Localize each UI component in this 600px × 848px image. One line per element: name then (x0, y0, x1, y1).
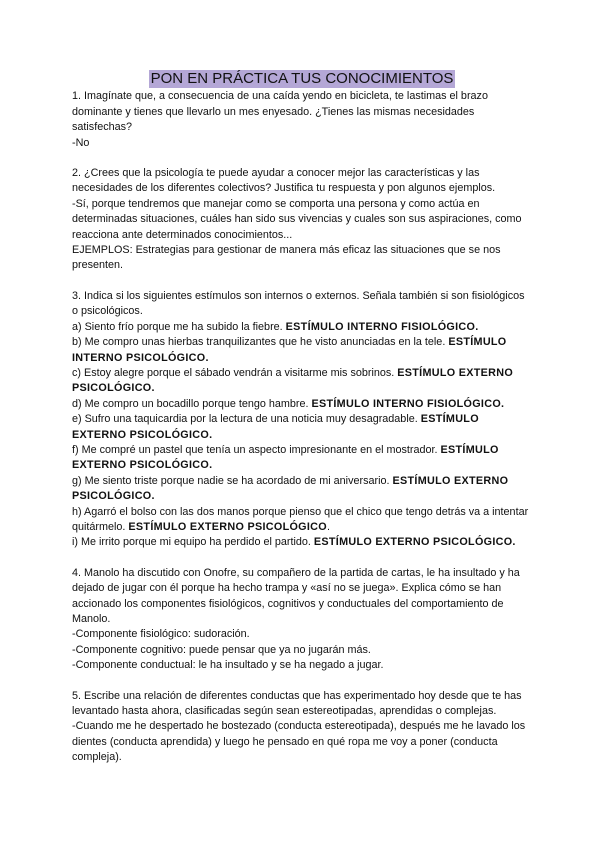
stimulus-text: a) Siento frío porque me ha subido la fiebre. (72, 320, 283, 333)
stimulus-text: e) Sufro una taquicardia por la lectura de una noticia muy desagradable. (72, 413, 418, 426)
stimulus-suffix: . (326, 520, 330, 533)
component-physiological: -Componente fisiológico: sudoración. (72, 628, 250, 641)
question-3-section (72, 289, 532, 551)
question-5-answer: -Cuando me he despertado he bostezado (conducta estereotipada), después me he lavado los dientes (conducta aprendida) y luego he pensado en qué ropa me voy a poner (conducta compleja). (72, 720, 526, 764)
title-wrap (72, 70, 532, 88)
stimulus-answer: ESTÍMULO EXTERNO PSICOLÓGICO. (72, 366, 514, 395)
stimulus-answer: ESTÍMULO EXTERNO PSICOLÓGICO. (313, 536, 516, 549)
component-behavioral: -Componente conductual: le ha insultado y se ha negado a jugar. (72, 659, 384, 672)
stimulus-text: c) Estoy alegre porque el sábado vendrán a visitarme mis sobrinos. (72, 366, 395, 379)
question-2-examples: EJEMPLOS: Estrategias para gestionar de manera más eficaz las situaciones que se nos presenten. (72, 244, 501, 272)
question-5-text: 5. Escribe una relación de diferentes conductas que has experimentado hoy desde que te has levantado hasta ahora, clasificadas según sean estereotipadas, aprendidas o complejas. (72, 689, 522, 718)
stimulus-text: h) Agarró el bolso con las dos manos porque pienso que el chico que tengo detrás va a intentar quitármelo. (72, 505, 529, 533)
spacer (72, 551, 532, 566)
stimulus-text: i) Me irrito porque mi equipo ha perdido el partido. (72, 536, 311, 549)
stimulus-item-e (72, 412, 532, 443)
question-2-answer: -Sí, porque tendremos que manejar como se comporta una persona y como actúa en determinadas situaciones, cuáles han sido sus vivencias y cuales son sus aspiraciones, como reacciona ante determinados conocimientos... (72, 197, 522, 241)
stimulus-item-a (72, 320, 532, 335)
stimulus-item-d (72, 397, 532, 412)
stimulus-answer: ESTÍMULO EXTERNO PSICOLÓGICO (128, 520, 327, 533)
stimulus-text: d) Me compro un bocadillo porque tengo hambre. (72, 397, 309, 410)
stimulus-item-b (72, 335, 532, 366)
stimulus-item-h (72, 505, 532, 536)
question-4-text: 4. Manolo ha discutido con Onofre, su compañero de la partida de cartas, le ha insultado y ha dejado de jugar con él porque ha hecho trampa y «así no se juega». Explica cómo se han accionado los componentes fisiológicos, cognitivos y conductuales del comportamiento de Manolo. (72, 566, 520, 625)
stimulus-item-i (72, 535, 532, 550)
stimulus-answer: ESTÍMULO INTERNO FISIOLÓGICO. (311, 397, 505, 410)
question-1-answer: -No (72, 136, 90, 149)
question-5-section (72, 689, 532, 766)
stimulus-answer: ESTÍMULO INTERNO PSICOLÓGICO. (72, 336, 507, 364)
question-1-section (72, 89, 532, 151)
question-3-text: 3. Indica si los siguientes estímulos son internos o externos. Señala también si son fisiológicos o psicológicos. (72, 289, 525, 318)
spacer (72, 674, 532, 689)
stimulus-text: g) Me siento triste porque nadie se ha acordado de mi aniversario. (72, 474, 390, 487)
stimulus-item-f (72, 443, 532, 474)
question-1-text: 1. Imagínate que, a consecuencia de una caída yendo en bicicleta, te lastimas el brazo dominante y tienes que llevarlo un mes enyesado. ¿Tienes las mismas necesidades satisfechas? (72, 90, 488, 134)
stimulus-answer: ESTÍMULO EXTERNO PSICOLÓGICO. (72, 413, 479, 441)
page-title: PON EN PRÁCTICA TUS CONOCIMIENTOS (150, 70, 454, 87)
document-content (72, 70, 532, 766)
question-2-text: 2. ¿Crees que la psicología te puede ayudar a conocer mejor las características y las necesidades de los diferentes colectivos? Justifica tu respuesta y pon algunos ejemplos. (72, 167, 496, 195)
stimulus-text: f) Me compré un pastel que tenía un aspecto impresionante en el mostrador. (72, 443, 438, 456)
question-4-section (72, 566, 532, 674)
stimulus-item-g (72, 474, 532, 505)
stimulus-answer: ESTÍMULO INTERNO FISIOLÓGICO. (285, 320, 479, 333)
spacer (72, 274, 532, 289)
stimulus-item-c (72, 366, 532, 397)
stimulus-answer: ESTÍMULO EXTERNO PSICOLÓGICO. (72, 443, 499, 472)
question-2-section (72, 166, 532, 274)
component-cognitive: -Componente cognitivo: puede pensar que ya no jugarán más. (72, 643, 371, 656)
stimulus-answer: ESTÍMULO EXTERNO PSICOLÓGICO. (72, 474, 509, 503)
stimulus-text: b) Me compro unas hierbas tranquilizantes que he visto anunciadas en la tele. (72, 336, 446, 349)
spacer (72, 151, 532, 166)
